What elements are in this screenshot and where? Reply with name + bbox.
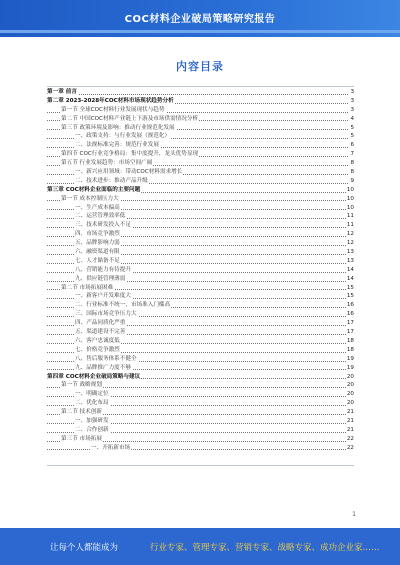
toc-entry[interactable] (47, 284, 354, 293)
toc-entry-label: 五、品牌影响力弱 (75, 240, 120, 247)
toc-entry-page: 15 (346, 284, 354, 291)
toc-entry[interactable] (47, 310, 354, 319)
toc-entry-page: 19 (346, 364, 354, 371)
toc-entry[interactable] (47, 106, 354, 115)
toc-entry[interactable] (47, 97, 354, 106)
toc-entry[interactable] (47, 319, 354, 328)
toc-entry-label: 二、合作创新 (75, 426, 109, 433)
toc-entry[interactable] (47, 417, 354, 426)
toc-entry[interactable] (47, 301, 354, 310)
toc-entry[interactable] (47, 186, 354, 195)
toc-entry-page: 21 (346, 409, 354, 416)
toc-entry-label: 第二节 技术创新 (61, 409, 102, 416)
toc-entry-page: 13 (346, 257, 354, 264)
toc-entry-page: 15 (346, 293, 354, 300)
toc-entry[interactable] (47, 195, 354, 204)
toc-entry[interactable] (47, 159, 354, 168)
toc-entry[interactable] (47, 168, 354, 177)
toc-entry-label: 第三章 COC材料企业面临的主要问题 (47, 186, 141, 193)
toc-entry-label: 第一节 成本控制压力大 (61, 195, 119, 202)
toc-entry[interactable] (47, 292, 354, 301)
toc-entry-label: 二、优化布局 (75, 400, 109, 407)
toc-entry-page: 18 (346, 337, 354, 344)
toc-top-rule (47, 86, 354, 87)
toc-entry-page: 8 (350, 160, 354, 167)
toc-entry-page: 20 (346, 391, 354, 398)
toc-entry-label: 第二节 中国COC材料产业链上下游及市场供需情况分析 (61, 115, 199, 122)
toc-entry[interactable] (47, 257, 354, 266)
toc-bottom-rule (47, 465, 354, 466)
toc-entry[interactable] (47, 248, 354, 257)
toc-entry-page: 10 (346, 204, 354, 211)
toc-entry-label: 九、供应链管理薄弱 (75, 275, 126, 282)
toc-entry[interactable] (47, 115, 354, 124)
toc-entry-page: 20 (346, 400, 354, 407)
toc-entry[interactable] (47, 239, 354, 248)
toc-entry-page: 17 (346, 329, 354, 336)
toc-entry-label: 五、渠道建设不完善 (75, 329, 126, 336)
toc-entry-label: 第一章 前言 (47, 89, 77, 95)
toc-entry-page: 16 (346, 311, 354, 318)
toc-entry[interactable] (47, 390, 354, 399)
toc-entry-page: 12 (346, 240, 354, 247)
toc-entry-label: 八、营销能力有待提升 (75, 266, 131, 273)
toc-entry-page: 17 (346, 320, 354, 327)
toc-entry-page: 3 (350, 106, 354, 113)
toc-entry-page: 20 (346, 382, 354, 389)
toc-entry-label: 第一节 战略规划 (61, 382, 102, 389)
header-stripe (0, 30, 400, 33)
toc-entry-page: 14 (346, 275, 354, 282)
toc-entry[interactable] (47, 346, 354, 355)
toc-entry-page: 22 (346, 435, 354, 442)
toc-entry-label: 一、开拓新市场 (91, 444, 131, 451)
toc-entry[interactable] (47, 408, 354, 417)
toc-entry-page: 21 (346, 417, 354, 424)
toc-entry[interactable] (47, 124, 354, 133)
toc-entry-page: 21 (346, 426, 354, 433)
toc-entry[interactable] (47, 212, 354, 221)
toc-entry-page: 16 (346, 302, 354, 309)
toc-entry[interactable] (47, 150, 354, 159)
toc-entry[interactable] (47, 141, 354, 150)
toc-entry-label: 一、明确定位 (75, 391, 109, 398)
table-of-contents (47, 88, 354, 453)
toc-entry-page: 19 (346, 355, 354, 362)
report-header (0, 0, 400, 37)
toc-entry-page: 14 (346, 266, 354, 273)
toc-entry-label: 六、融资渠道有限 (75, 249, 120, 256)
toc-entry-label: 第一节 全球COC材料行业发展现状与趋势 (61, 106, 165, 113)
footer-banner (0, 528, 400, 565)
toc-entry-label: 一、生产成本偏高 (75, 204, 120, 211)
toc-entry-label: 六、客户忠诚度低 (75, 337, 120, 344)
toc-entry[interactable] (47, 275, 354, 284)
toc-entry[interactable] (47, 355, 354, 364)
toc-entry[interactable] (47, 221, 354, 230)
toc-entry-page: 3 (350, 97, 354, 104)
toc-entry-label: 第三节 市场拓展 (61, 435, 102, 442)
toc-entry[interactable] (47, 230, 354, 239)
toc-entry-label: 第三节 政策环境及影响：推动行业规范化发展 (61, 124, 175, 131)
toc-leader-dots (47, 94, 354, 95)
toc-entry[interactable] (47, 204, 354, 213)
toc-entry-page: 11 (346, 222, 354, 229)
toc-entry-label: 七、人才储备不足 (75, 257, 120, 264)
toc-entry-page: 5 (350, 133, 354, 140)
toc-entry-page: 8 (350, 169, 354, 176)
toc-heading: 内容目录 (176, 60, 224, 73)
toc-entry[interactable] (47, 444, 354, 453)
toc-entry[interactable] (47, 373, 354, 382)
toc-entry-page: 10 (346, 195, 354, 202)
toc-entry[interactable] (47, 177, 354, 186)
toc-entry-page: 20 (346, 373, 354, 380)
toc-entry-label: 第二节 市场拓展困难 (61, 284, 114, 291)
toc-entry-page: 22 (346, 444, 354, 451)
toc-entry-label: 三、技术研发投入不足 (75, 222, 131, 229)
toc-entry[interactable] (47, 328, 354, 337)
toc-entry[interactable] (47, 426, 354, 435)
toc-entry-page: 11 (346, 213, 354, 220)
toc-entry[interactable] (47, 381, 354, 390)
toc-entry-label: 一、加强研发 (75, 417, 109, 424)
toc-entry[interactable] (47, 435, 354, 444)
toc-entry-label: 八、售后服务体系不健全 (75, 355, 137, 362)
toc-entry-page: 5 (350, 124, 354, 131)
toc-entry-label: 四、市场竞争激烈 (75, 231, 120, 238)
toc-entry-label: 二、技术进步：推动产品升级 (75, 177, 148, 184)
toc-entry-page: 3 (350, 89, 354, 95)
toc-entry-page: 4 (350, 115, 354, 122)
toc-entry-page: 13 (346, 249, 354, 256)
toc-entry-label: 第四节 COC行业竞争格局：集中度提升，龙头优势显现 (61, 151, 199, 158)
toc-entry[interactable] (47, 266, 354, 275)
toc-entry-page: 7 (350, 151, 354, 158)
toc-entry-label: 第四章 COC材料企业破局策略与建议 (47, 373, 141, 380)
toc-entry-label: 二、运营管理效率低 (75, 213, 126, 220)
toc-entry-page: 10 (346, 186, 354, 193)
toc-entry[interactable] (47, 399, 354, 408)
toc-entry-label: 三、国际市场竞争压力大 (75, 311, 137, 318)
toc-entry-label: 一、政策支持：与行业发展（规范化） (75, 133, 171, 140)
footer-roles: 行业专家、管理专家、营销专家、战略专家、成功企业家…… (150, 543, 380, 553)
footer-slogan: 让每个人都能成为 (50, 543, 119, 553)
report-title: COC材料企业破局策略研究报告 (124, 14, 276, 25)
toc-entry-label: 第五节 行业发展趋势：市场空间广阔 (61, 160, 153, 167)
toc-entry[interactable] (47, 132, 354, 141)
toc-entry-page: 18 (346, 346, 354, 353)
toc-entry-label: 七、价格竞争激烈 (75, 346, 120, 353)
toc-entry-label: 四、产品同质化严重 (75, 320, 126, 327)
page-number: 1 (352, 511, 356, 518)
toc-entry[interactable] (47, 364, 354, 373)
toc-entry[interactable] (47, 88, 354, 97)
toc-entry-label: 九、品牌推广力度不够 (75, 364, 131, 371)
toc-entry-page: 9 (350, 177, 354, 184)
toc-entry-label: 一、新兴应用领域：带动COC材料需求增长 (75, 169, 183, 176)
toc-entry-label: 二、行业标准不统一，市场准入门槛高 (75, 302, 171, 309)
toc-entry-label: 第二章 2023-2028年COC材料市场现状趋势分析 (47, 97, 174, 104)
toc-entry-label: 一、新客户开发难度大 (75, 293, 131, 300)
toc-entry[interactable] (47, 337, 354, 346)
toc-entry-page: 6 (350, 142, 354, 149)
toc-entry-label: 二、法规标准完善：规范行业发展 (75, 142, 159, 149)
toc-entry-page: 12 (346, 231, 354, 238)
